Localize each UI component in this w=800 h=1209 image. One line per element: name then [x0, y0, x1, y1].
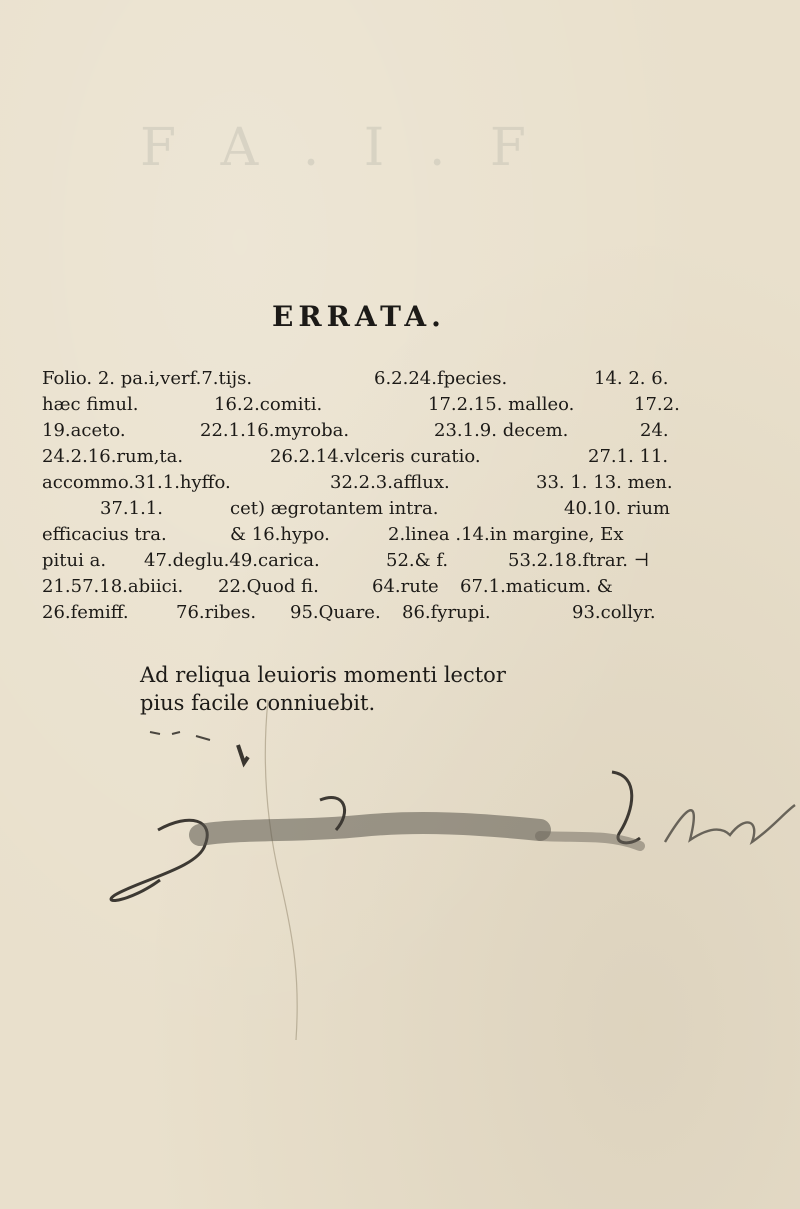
errata-entry: 53.2.18.ftrar. ⊣ [508, 550, 650, 571]
errata-entry: efficacius tra. [42, 524, 167, 545]
errata-entry: 52.& f. [386, 550, 449, 571]
errata-entry: 21.57.18.abiici. [42, 576, 184, 597]
errata-entry: 76.ribes. [176, 602, 257, 623]
errata-entry: accommo.31.1.hyffo. [42, 472, 231, 493]
errata-entry: 22.1.16.myroba. [200, 420, 350, 441]
errata-entry: 26.2.14.vlceris curatio. [270, 446, 481, 467]
errata-entry: 23.1.9. decem. [434, 420, 569, 441]
errata-entry: & 16.hypo. [230, 524, 330, 545]
errata-entry: 6.2.24.fpecies. [374, 368, 508, 389]
errata-entry: 95.Quare. [290, 602, 381, 623]
closing-line: pius facile conniuebit. [140, 691, 376, 715]
errata-entry: 17.2. [634, 394, 680, 415]
errata-entry: 22.Quod fi. [218, 576, 319, 597]
errata-entry: Folio. 2. pa.i,verf.7.tijs. [42, 368, 253, 389]
errata-entry: 26.femiff. [42, 602, 129, 623]
errata-entry: 16.2.comiti. [214, 394, 323, 415]
errata-entry: 14. 2. 6. [594, 368, 669, 389]
errata-entry: 24.2.16.rum,ta. [42, 446, 184, 467]
page-title: ERRATA. [272, 300, 446, 333]
errata-entry: 24. [640, 420, 669, 441]
errata-entry: 33. 1. 13. men. [536, 472, 673, 493]
errata-entry: hæc fimul. [42, 394, 139, 415]
errata-entry: 86.fyrupi. [402, 602, 491, 623]
show-through-text: F A . I . F [140, 118, 540, 178]
errata-entry: 27.1. 11. [588, 446, 669, 467]
errata-entry: cet) ægrotantem intra. [230, 498, 439, 519]
errata-entry: 64.rute [372, 576, 439, 597]
errata-entry: 67.1.maticum. & [460, 576, 613, 597]
closing-line: Ad reliqua leuioris momenti lector [140, 663, 506, 687]
errata-entry: 47.deglu.49.carica. [144, 550, 320, 571]
errata-entry: 32.2.3.afflux. [330, 472, 450, 493]
errata-entry: 93.collyr. [572, 602, 656, 623]
errata-entry: 37.1.1. [100, 498, 163, 519]
errata-entry: 19.aceto. [42, 420, 126, 441]
errata-entry: 2.linea .14.in margine, Ex [388, 524, 624, 545]
errata-entry: 17.2.15. malleo. [428, 394, 575, 415]
errata-entry: pitui a. [42, 550, 107, 571]
errata-entry: 40.10. rium [564, 498, 670, 519]
